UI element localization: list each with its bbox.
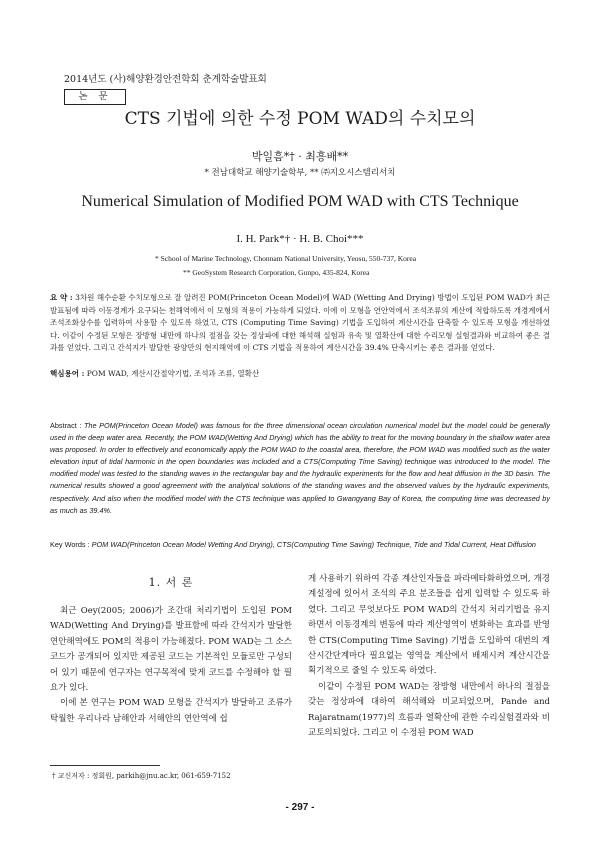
abstract-korean-label: 요 약 : [50,293,73,302]
section-heading-introduction: 1. 서 론 [148,576,194,589]
affiliation-line: ** GeoSystem Research Corporation, Gunpo, 435-824, Korea [183,268,370,277]
abstract-english [50,420,550,517]
affiliations-english [155,252,575,280]
keywords-korean-label: 핵심용어 : [50,369,85,378]
keywords-korean [50,368,550,379]
abstract-english-label: Abstract : [50,421,82,430]
authors-english: I. H. Park*† · H. B. Choi*** [236,233,364,245]
page-number: - 297 - [285,802,315,813]
footnote-divider [50,765,160,766]
abstract-korean [50,292,550,355]
abstract-korean-text: 3차원 해수순환 수치모형으로 잘 알려진 POM(Princeton Ocean Model)에 WAD (Wetting And Drying) 방법이 도입된 POM WAD가 최근 발표됨에 따라 이동경계가 요구되는 천해역에서 이 모형의 적용이 가능하게 되었다. 이에 이 모형을 연안역에서 조석조류의 계산에 적합하도록 개경계에서 조석조화상수를 입력하여 사용할 수 있도록 하였고, CTS (Computing Time Saving) 기법을 도입하여 계산시간을 단축할 수 있도록 모형을 개선하였다. 이같이 수정된 모형은 장방형 내만에 하나의 절점을 갖는 정상파에 대한 해석해 실험과 유속 및 열확산에 대한 수리모형 실험결과와 비교하여 좋은 결과를 얻었다. 그리고 간석지가 발달한 광양만의 현지해역에 이 CTS 기법을 적용하여 계산시간을 39.4% 단축시키는 좋은 결과를 얻었다. [50,293,550,352]
affiliations-korean: * 전남대학교 해양기술학부, ** ㈜지오시스템리서치 [204,168,396,178]
body-paragraph: 이에 본 연구는 POM WAD 모형을 간석지가 발달하고 조류가 탁월한 우리나라 남해안과 서해안의 연안역에 쉽 [50,698,292,724]
body-paragraph: 최근 Oey(2005; 2006)가 조간대 처리기법이 도입된 POM WAD(Wetting And Drying)를 발표함에 따라 간석지가 발달한 연안해역에도 POM의 적용이 가능해졌다. POM WAD는 그 소스코드가 공개되어 있지만 제공된 코드는 기본적인 모듈로만 구성되어 있기 때문에 연구자는 연구목적에 맞게 코드를 수정해야 할 필요가 있다. [50,606,292,694]
corresponding-author-footnote: † 교신저자 : 정회원, parkih@jnu.ac.kr, 061-659-7152 [52,772,231,780]
body-column-right [308,572,550,741]
authors-korean: 박일흠*† · 최흥배** [251,150,349,163]
affiliation-line: * School of Marine Technology, Chonnam National University, Yeosu, 550-737, Korea [155,254,417,263]
title-korean: CTS 기법에 의한 수정 POM WAD의 수치모의 [124,109,476,129]
body-paragraph: 게 사용하기 위하여 각종 계산인자들을 파라메타화하였으며, 개경계설정에 있어서 조석의 주요 분조들을 쉽게 입력할 수 있도록 하였다. 그리고 무엇보다도 POM WAD의 간석지 처리기법을 유지하면서 이동경계의 변동에 따라 계산영역이 변화하는 효과를 반영한 CTS(Computing Time Saving) 기법을 도입하여 대번의 계산시간단계마다 필요없는 영역을 계산에서 배제시켜 계산시간을 획기적으로 줄일 수 있도록 하였다. [308,574,550,677]
body-paragraph: 이같이 수정된 POM WAD는 장방형 내만에서 하나의 절점을 갖는 정상파에 대하여 해석해와 비교되었으며, Pande and Rajaratnam(1977)의 흐름과 열확산에 관한 수리실험결과와 비교토의되었다. 그리고 이 수정된 POM WAD [308,681,550,739]
keywords-english-label: Key Words : [50,540,90,549]
paper-type-tag: 논 문 [64,89,126,105]
body-column-left [50,604,292,727]
keywords-english [50,540,550,549]
keywords-korean-text: POM WAD, 계산시간절약기법, 조석과 조류, 열확산 [86,369,260,378]
title-english: Numerical Simulation of Modified POM WAD with CTS Technique [81,193,519,210]
conference-header: 2014년도 (사)해양환경안전학회 춘계학술발표회 [64,74,267,85]
keywords-english-text: POM WAD(Princeton Ocean Model Wetting And Drying), CTS(Computing Time Saving) Technique, Tide and Tidal Current, Heat Diffusion [91,540,536,549]
abstract-english-text: The POM(Princeton Ocean Model) was famous for the three dimensional ocean circulation numerical model but the model could be generally used in the deep water area. Recently, the POM WAD(Wetting And Drying) which has the ability to treat for the moving boundary in the shallow water area was proposed. In order to effectively and economically apply the POM WAD to the coastal area, therefore, the POM WAD was modified such as the water elevation input of tidal harmonic in the open boundaries was included and a CTS(Computing Time Saving) technique was introduced to the model. The modified model was tested to the standing waves in the rectangular bay and the hydraulic experiments for the flow and heat diffusion in the 3D basin. The numerical results showed a good agreement with the analytical solutions of the standing waves and the observed values by the hydraulic experiments, respectively. And also when the modified model with the CTS technique was applied to Gwangyang Bay of Korea, the computing time was decreased by as much as 39.4%. [50,421,550,515]
